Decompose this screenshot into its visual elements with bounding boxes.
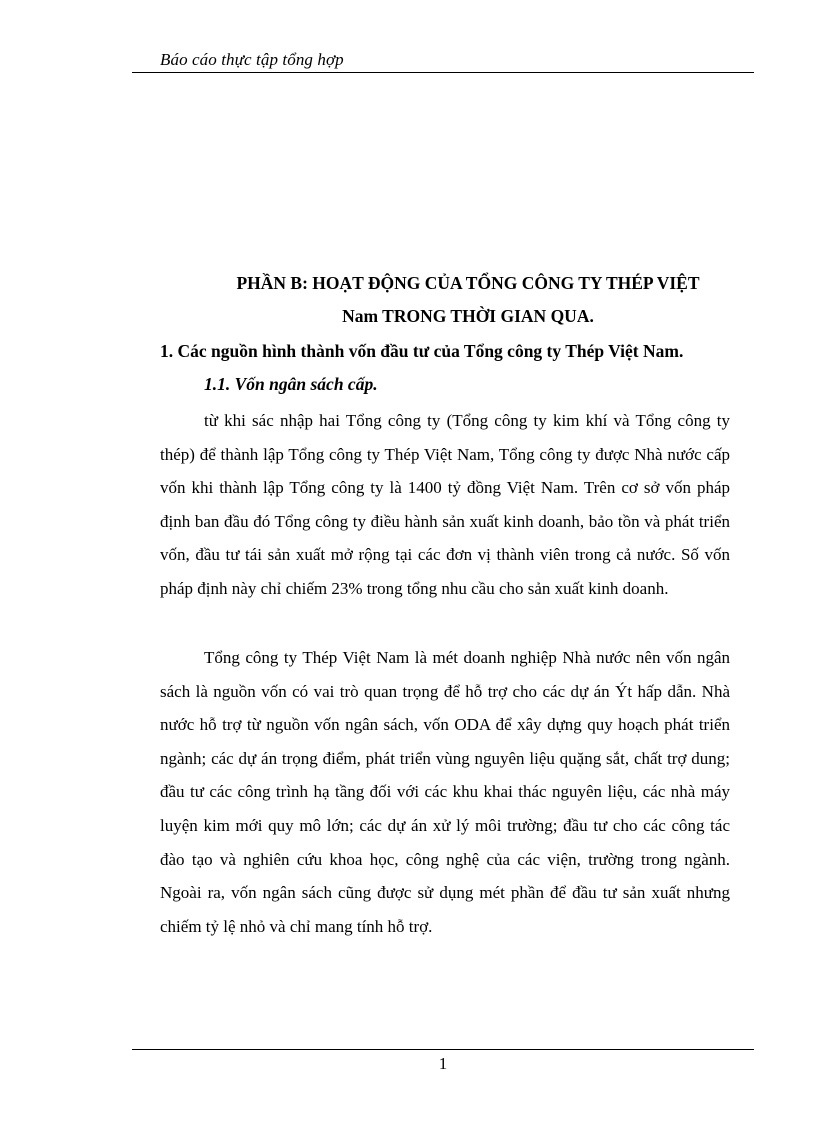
paragraph-2: Tổng công ty Thép Việt Nam là mét doanh nghiệp Nhà nước nên vốn ngân sách là nguồn vốn có vai trò quan trọng để hỗ trợ cho các dự án Ýt hấp dẫn. Nhà nước hỗ trợ từ nguồn vốn ngân sách, vốn ODA để xây dựng quy hoạch phát triển ngành; các dự án trọng điểm, phát triển vùng nguyên liệu quặng sắt, chất trợ dung; đầu tư các công trình hạ tầng đối với các khu khai thác nguyên liệu, các nhà máy luyện kim mới quy mô lớn; các dự án xử lý môi trường; đầu tư cho các công tác đào tạo và nghiên cứu khoa học, công nghệ của các viện, trường trong ngành. Ngoài ra, vốn ngân sách cũng được sử dụng mét phần để đầu tư sản xuất nhưng chiếm tỷ lệ nhỏ và chỉ mang tính hỗ trợ. [160,648,730,936]
heading-1-1: 1.1. Vốn ngân sách cấp. [204,374,378,394]
header-rule [132,72,754,73]
heading-1: 1. Các nguồn hình thành vốn đầu tư của Tổng công ty Thép Việt Nam. [160,341,684,361]
page-number: 1 [438,1054,448,1073]
footer-rule [132,1049,754,1050]
section-title-line-2: Nam TRONG THỜI GIAN QUA. [342,306,594,326]
section-title-line-1: PHẦN B: HOẠT ĐỘNG CỦA TỔNG CÔNG TY THÉP VIỆT [236,273,700,293]
paragraph-1: từ khi sác nhập hai Tổng công ty (Tổng công ty kim khí và Tổng công ty thép) để thành lập Tổng công ty Thép Việt Nam, Tổng công ty được Nhà nước cấp vốn khi thành lập Tổng công ty là 1400 tỷ đồng Việt Nam. Trên cơ sở vốn pháp định ban đầu đó Tổng công ty điều hành sản xuất kinh doanh, bảo tồn và phát triển vốn, đầu tư tái sản xuất mở rộng tại các đơn vị thành viên trong cả nước. Số vốn pháp định này chỉ chiếm 23% trong tổng nhu cầu cho sản xuất kinh doanh. [160,411,730,598]
running-header: Báo cáo thực tập tổng hợp [160,50,344,69]
